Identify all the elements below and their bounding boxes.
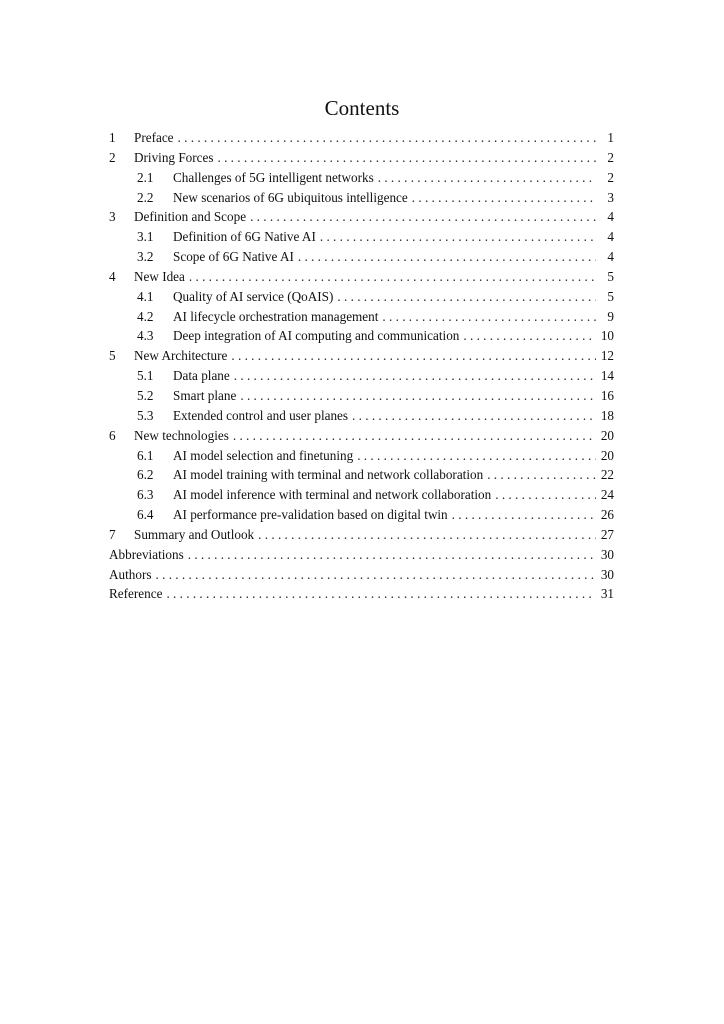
toc-entry-number: 2.1 (137, 169, 154, 185)
toc-entry-number: 7 (109, 526, 116, 542)
dot-leader (178, 128, 596, 148)
toc-entry-number: 5 (109, 348, 116, 364)
dot-leader (298, 247, 596, 267)
dot-leader (234, 366, 596, 386)
dot-leader (189, 267, 596, 287)
toc-entry-page[interactable]: 18 (600, 407, 614, 423)
toc-entry[interactable] (109, 584, 614, 604)
dot-leader (250, 207, 596, 227)
toc-entry-title[interactable]: AI performance pre-validation based on digital twin (173, 507, 448, 523)
toc-entry-page[interactable]: 30 (600, 546, 614, 562)
toc-entry-title[interactable]: AI model inference with terminal and network collaboration (173, 487, 492, 503)
toc-entry-page[interactable]: 20 (600, 447, 614, 463)
toc-entry[interactable] (109, 386, 614, 406)
toc-entry[interactable] (109, 346, 614, 366)
dot-leader (412, 188, 596, 208)
toc-entry-title[interactable]: Definition of 6G Native AI (173, 229, 316, 245)
toc-entry[interactable] (109, 148, 614, 168)
toc-entry-title[interactable]: Abbreviations (109, 546, 184, 562)
toc-entry-number: 4 (109, 268, 116, 284)
toc-entry[interactable] (109, 188, 614, 208)
dot-leader (378, 168, 596, 188)
toc-entry-number: 6.2 (137, 467, 154, 483)
toc-entry-number: 6.3 (137, 487, 154, 503)
toc-entry[interactable] (109, 446, 614, 466)
toc-entry-title[interactable]: Data plane (173, 368, 230, 384)
toc-entry-number: 4.1 (137, 288, 154, 304)
toc-entry[interactable] (109, 426, 614, 446)
toc-entry[interactable] (109, 485, 614, 505)
toc-entry-page[interactable]: 4 (607, 209, 614, 225)
toc-entry-page[interactable]: 24 (600, 487, 614, 503)
toc-entry-number: 1 (109, 130, 116, 145)
toc-entry[interactable] (109, 326, 614, 346)
toc-entry[interactable] (109, 227, 614, 247)
toc-entry[interactable] (109, 465, 614, 485)
dot-leader (382, 307, 596, 327)
toc-entry-number: 5.3 (137, 407, 154, 423)
toc-entry-page[interactable]: 27 (600, 526, 614, 542)
dot-leader (166, 584, 596, 604)
toc-entry-page[interactable]: 1 (607, 130, 614, 145)
toc-entry-title[interactable]: Deep integration of AI computing and communication (173, 328, 460, 344)
toc-entry-title[interactable]: Reference (109, 586, 163, 602)
toc-entry-number: 6.4 (137, 507, 154, 523)
toc-entry-number: 4.3 (137, 328, 154, 344)
dot-leader (320, 227, 596, 247)
toc-entry-number: 2 (109, 149, 116, 165)
table-of-contents (109, 128, 614, 604)
toc-entry[interactable] (109, 307, 614, 327)
toc-entry-page[interactable]: 2 (607, 169, 614, 185)
toc-entry-title[interactable]: Smart plane (173, 387, 237, 403)
dot-leader (357, 446, 596, 466)
toc-entry-number: 6.1 (137, 447, 154, 463)
toc-entry-page[interactable]: 4 (607, 229, 614, 245)
toc-entry-title[interactable]: Driving Forces (134, 149, 214, 165)
toc-entry-title[interactable]: Summary and Outlook (134, 526, 255, 542)
toc-entry-title[interactable]: New scenarios of 6G ubiquitous intelligence (173, 189, 408, 205)
toc-entry-page[interactable]: 10 (600, 328, 614, 344)
toc-entry-title[interactable]: New Architecture (134, 348, 228, 364)
dot-leader (495, 485, 596, 505)
toc-entry-title[interactable]: Definition and Scope (134, 209, 247, 225)
toc-entry-page[interactable]: 30 (600, 566, 614, 582)
toc-entry-title[interactable]: Quality of AI service (QoAIS) (173, 288, 334, 304)
toc-entry[interactable] (109, 168, 614, 188)
toc-entry-number: 2.2 (137, 189, 154, 205)
toc-entry-page[interactable]: 20 (600, 427, 614, 443)
dot-leader (233, 426, 596, 446)
toc-entry-page[interactable]: 16 (600, 387, 614, 403)
toc-entry-title[interactable]: New Idea (134, 268, 185, 284)
toc-entry-title[interactable]: Challenges of 5G intelligent networks (173, 169, 374, 185)
dot-leader (240, 386, 596, 406)
toc-entry-number: 3 (109, 209, 116, 225)
toc-entry-title[interactable]: New technologies (134, 427, 229, 443)
toc-entry-title[interactable]: Scope of 6G Native AI (173, 249, 294, 265)
toc-entry[interactable] (109, 366, 614, 386)
toc-entry[interactable] (109, 247, 614, 267)
dot-leader (156, 565, 597, 585)
toc-entry-page[interactable]: 3 (607, 189, 614, 205)
toc-entry[interactable] (109, 565, 614, 585)
dot-leader (352, 406, 596, 426)
dot-leader (463, 326, 596, 346)
toc-entry-page[interactable]: 22 (600, 467, 614, 483)
toc-entry-title[interactable]: Authors (109, 566, 152, 582)
page-title: Contents (324, 96, 400, 120)
toc-entry-page[interactable]: 31 (600, 586, 614, 602)
toc-entry-number: 3.1 (137, 229, 154, 245)
toc-entry-number: 4.2 (137, 308, 154, 324)
toc-entry-title[interactable]: AI model selection and finetuning (173, 447, 354, 463)
toc-entry[interactable] (109, 128, 614, 148)
dot-leader (337, 287, 596, 307)
toc-entry[interactable] (109, 207, 614, 227)
toc-entry[interactable] (109, 545, 614, 565)
dot-leader (188, 545, 596, 565)
toc-entry-page[interactable]: 9 (607, 308, 614, 324)
dot-leader (452, 505, 596, 525)
toc-entry-page[interactable]: 14 (600, 368, 614, 384)
toc-entry-number: 5.1 (137, 368, 154, 384)
dot-leader (231, 346, 596, 366)
toc-entry-page[interactable]: 12 (600, 348, 614, 364)
toc-entry-page[interactable]: 2 (607, 149, 614, 165)
toc-entry-title[interactable]: AI model training with terminal and network collaboration (173, 467, 484, 483)
toc-entry-page[interactable]: 26 (600, 507, 614, 523)
toc-entry-number: 3.2 (137, 249, 154, 265)
dot-leader (258, 525, 596, 545)
toc-entry-title[interactable]: Extended control and user planes (173, 407, 349, 423)
dot-leader (487, 465, 596, 485)
toc-entry[interactable] (109, 406, 614, 426)
toc-entry-number: 6 (109, 427, 116, 443)
toc-entry[interactable] (109, 505, 614, 525)
toc-entry-page[interactable]: 4 (607, 249, 614, 265)
toc-entry-title[interactable]: Preface (134, 130, 174, 145)
toc-entry[interactable] (109, 267, 614, 287)
toc-entry-number: 5.2 (137, 387, 154, 403)
toc-entry-page[interactable]: 5 (607, 288, 614, 304)
toc-entry[interactable] (109, 525, 614, 545)
toc-entry-title[interactable]: AI lifecycle orchestration management (173, 308, 379, 324)
toc-entry-page[interactable]: 5 (607, 268, 614, 284)
toc-entry[interactable] (109, 287, 614, 307)
dot-leader (217, 148, 596, 168)
